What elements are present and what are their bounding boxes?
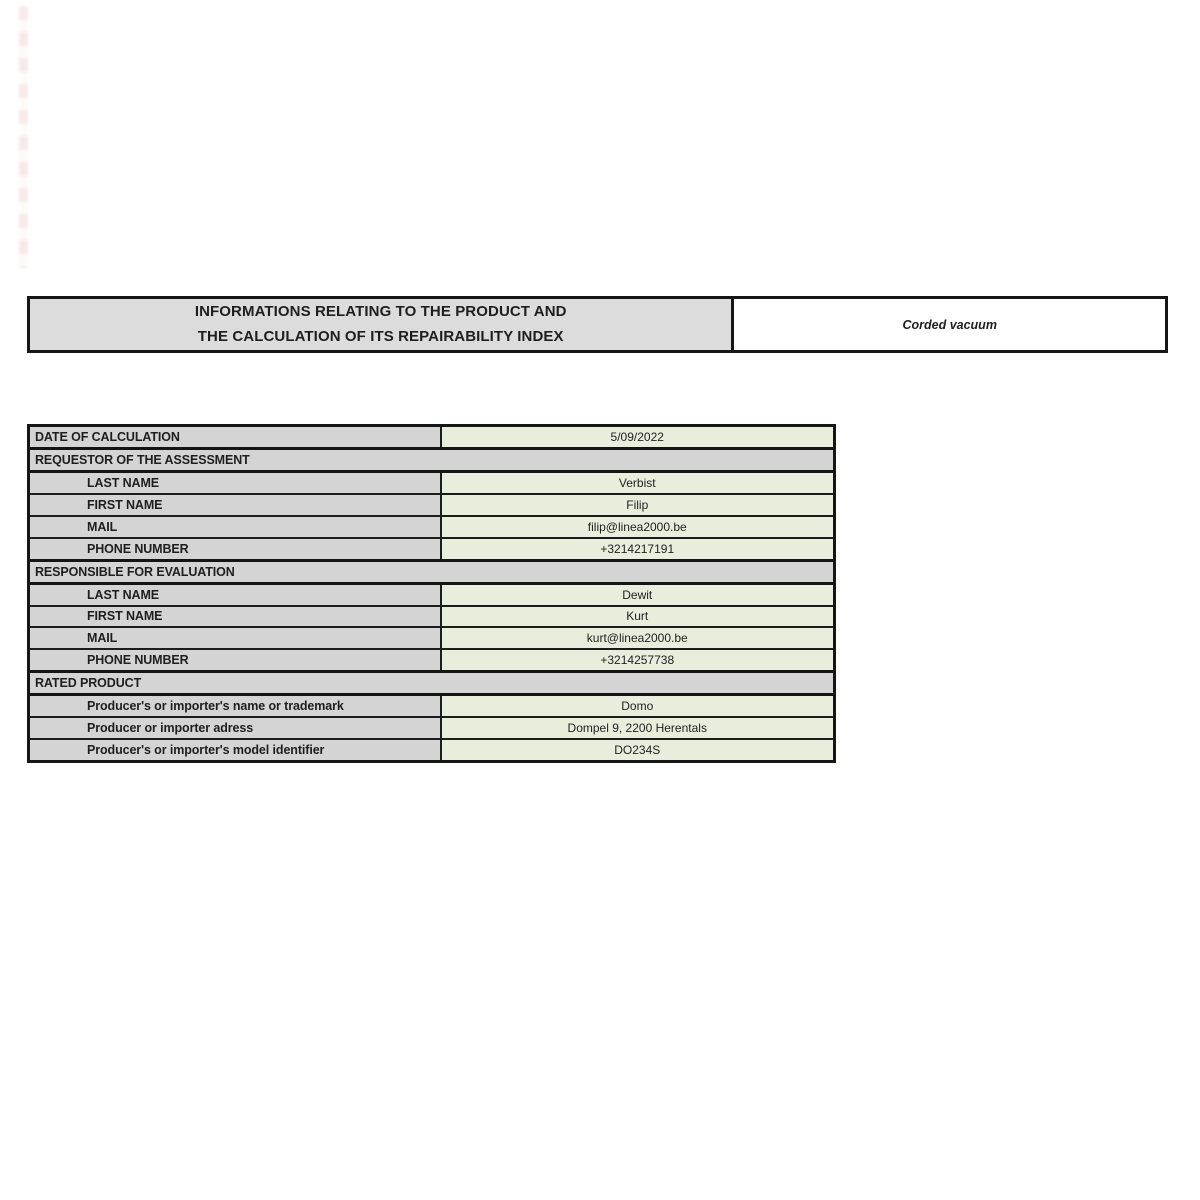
section-header-responsible xyxy=(30,559,833,582)
table-row-producer-model-identifier xyxy=(30,738,833,760)
table-row-responsible-phone-number xyxy=(30,648,833,670)
field-label: MAIL xyxy=(30,628,440,648)
section-header-requestor xyxy=(30,447,833,470)
section-header-rated-product xyxy=(30,670,833,693)
field-value: +3214217191 xyxy=(440,539,833,559)
table-row-producer-address xyxy=(30,716,833,738)
header-title-line1: INFORMATIONS RELATING TO THE PRODUCT AND xyxy=(194,302,567,320)
field-value: DO234S xyxy=(440,740,833,760)
field-label: LAST NAME xyxy=(30,585,440,605)
field-label: Producer or importer adress xyxy=(30,718,440,738)
table-row-responsible-last-name xyxy=(30,582,833,605)
field-value: filip@linea2000.be xyxy=(440,517,833,537)
section-label: RESPONSIBLE FOR EVALUATION xyxy=(30,562,833,582)
field-value: Verbist xyxy=(440,473,833,493)
field-value: Dewit xyxy=(440,585,833,605)
table-row-requestor-first-name xyxy=(30,493,833,515)
field-value: Domo xyxy=(440,696,833,716)
header-title-line2: THE CALCULATION OF ITS REPAIRABILITY INDEX xyxy=(197,327,564,345)
table-row-requestor-last-name xyxy=(30,470,833,493)
table-row-responsible-first-name xyxy=(30,605,833,627)
field-label: LAST NAME xyxy=(30,473,440,493)
field-value: 5/09/2022 xyxy=(440,427,833,447)
field-label: DATE OF CALCULATION xyxy=(30,427,440,447)
field-value: +3214257738 xyxy=(440,650,833,670)
header-title-box xyxy=(27,296,734,353)
field-label: PHONE NUMBER xyxy=(30,650,440,670)
field-value: Kurt xyxy=(440,607,833,627)
header-band xyxy=(27,296,1168,353)
field-label: FIRST NAME xyxy=(30,607,440,627)
section-label: REQUESTOR OF THE ASSESSMENT xyxy=(30,450,833,470)
field-value: Dompel 9, 2200 Herentals xyxy=(440,718,833,738)
scan-artifact-marks xyxy=(19,6,28,268)
section-label: RATED PRODUCT xyxy=(30,673,833,693)
table-row-producer-name xyxy=(30,693,833,716)
product-info-table xyxy=(27,424,836,763)
table-row-requestor-phone-number xyxy=(30,537,833,559)
field-label: FIRST NAME xyxy=(30,495,440,515)
field-label: Producer's or importer's model identifier xyxy=(30,740,440,760)
table-row-requestor-mail xyxy=(30,515,833,537)
table-row-date-of-calculation xyxy=(30,427,833,447)
product-category-box xyxy=(734,296,1168,353)
product-category-label: Corded vacuum xyxy=(902,317,997,332)
field-value: kurt@linea2000.be xyxy=(440,628,833,648)
field-value: Filip xyxy=(440,495,833,515)
field-label: Producer's or importer's name or trademark xyxy=(30,696,440,716)
field-label: MAIL xyxy=(30,517,440,537)
table-row-responsible-mail xyxy=(30,626,833,648)
field-label: PHONE NUMBER xyxy=(30,539,440,559)
